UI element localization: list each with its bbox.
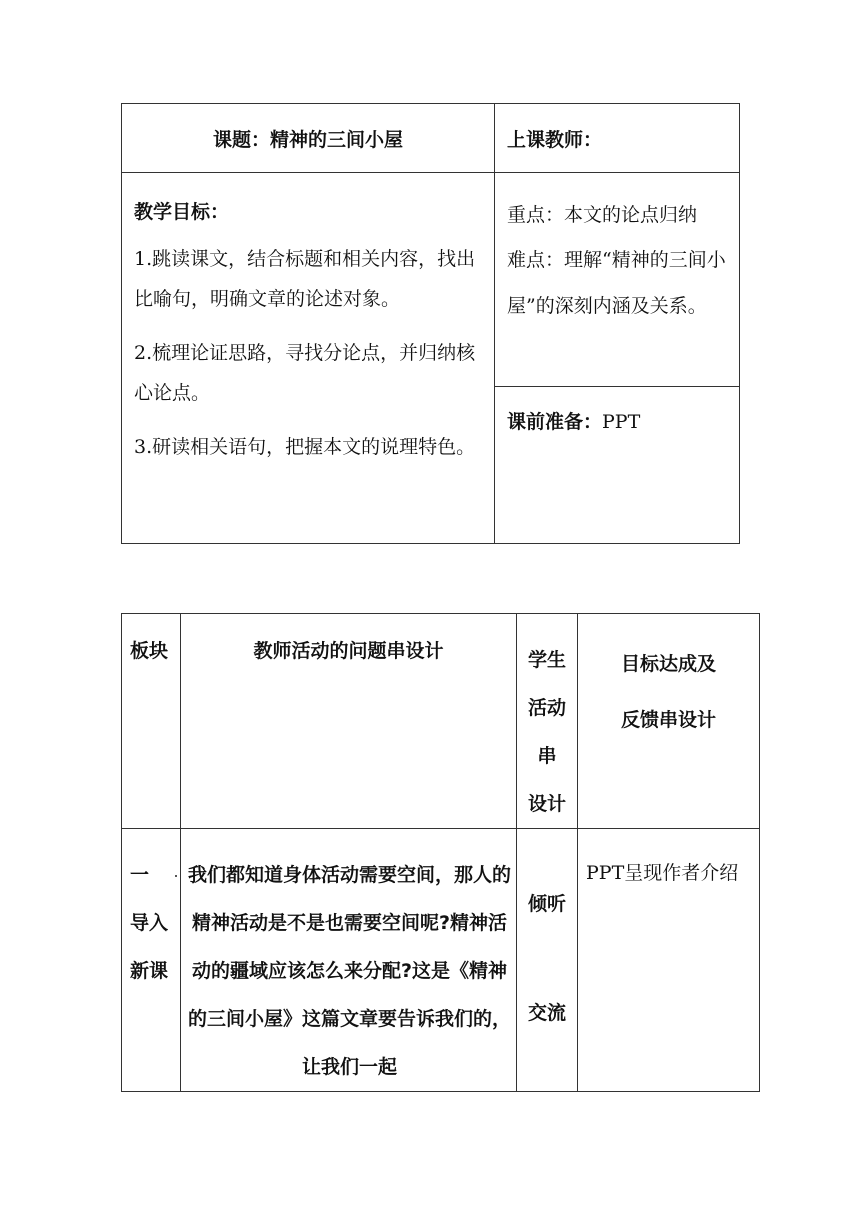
row-goal-feedback <box>578 829 760 1092</box>
lesson-title-label: 课题： <box>212 128 270 151</box>
row-student-activity <box>517 829 578 1092</box>
lesson-info-table <box>121 103 740 544</box>
row-student-line: 交流 <box>527 1002 566 1024</box>
goals-heading: 教学目标： <box>134 201 230 223</box>
teacher-label: 上课教师： <box>507 128 603 151</box>
row-block-line: 一 <box>130 851 180 899</box>
row-block <box>122 829 181 1092</box>
header-student-line: 设计 <box>527 793 566 815</box>
goal-item-2: 2.梳理论证思路，寻找分论点，并归纳核心论点。 <box>134 342 476 404</box>
dot-mark <box>175 875 177 877</box>
key-point: 重点：本文的论点归纳 <box>507 204 698 226</box>
header-student-line: 串 <box>537 745 557 767</box>
row-block-line: 导入 <box>130 912 169 934</box>
goal-item-1: 1.跳读课文，结合标题和相关内容，找出比喻句，明确文章的论述对象。 <box>134 248 476 310</box>
row-goal-text: PPT呈现作者介绍 <box>586 862 739 884</box>
key-points-cell <box>495 173 740 387</box>
row-student-line: 倾听 <box>527 893 566 915</box>
goals-cell <box>122 173 495 544</box>
goal-item-3: 3.研读相关语句，把握本文的说理特色。 <box>134 436 476 458</box>
activity-design-table <box>121 613 760 1092</box>
prep-value: PPT <box>602 411 641 433</box>
row-block-line: 新课 <box>130 960 169 982</box>
prep-cell <box>495 387 740 544</box>
hard-point: 难点：理解“精神的三间小屋”的深刻内涵及关系。 <box>507 249 726 317</box>
header-teacher-design <box>181 614 517 829</box>
lesson-title-value: 精神的三间小屋 <box>270 128 404 151</box>
header-student-line: 学生 <box>527 649 566 671</box>
header-goal-line: 目标达成及 <box>620 653 716 675</box>
teacher-cell <box>495 104 740 173</box>
header-block-label: 板块 <box>130 640 169 662</box>
header-goal-line: 反馈串设计 <box>620 709 716 731</box>
lesson-title-cell <box>122 104 495 173</box>
header-teacher-design-label: 教师活动的问题串设计 <box>253 640 444 662</box>
header-goal-feedback <box>578 614 760 829</box>
header-student-activity <box>517 614 578 829</box>
header-student-line: 活动 <box>527 697 566 719</box>
header-block <box>122 614 181 829</box>
row-teacher-text: 我们都知道身体活动需要空间，那人的精神活动是不是也需要空间呢?精神活动的疆域应该怎么来分配?这是《精神的三间小屋》这篇文章要告诉我们的，让我们一起 <box>187 864 511 1078</box>
row-teacher-questions <box>181 829 517 1092</box>
prep-label: 课前准备： <box>507 411 603 433</box>
